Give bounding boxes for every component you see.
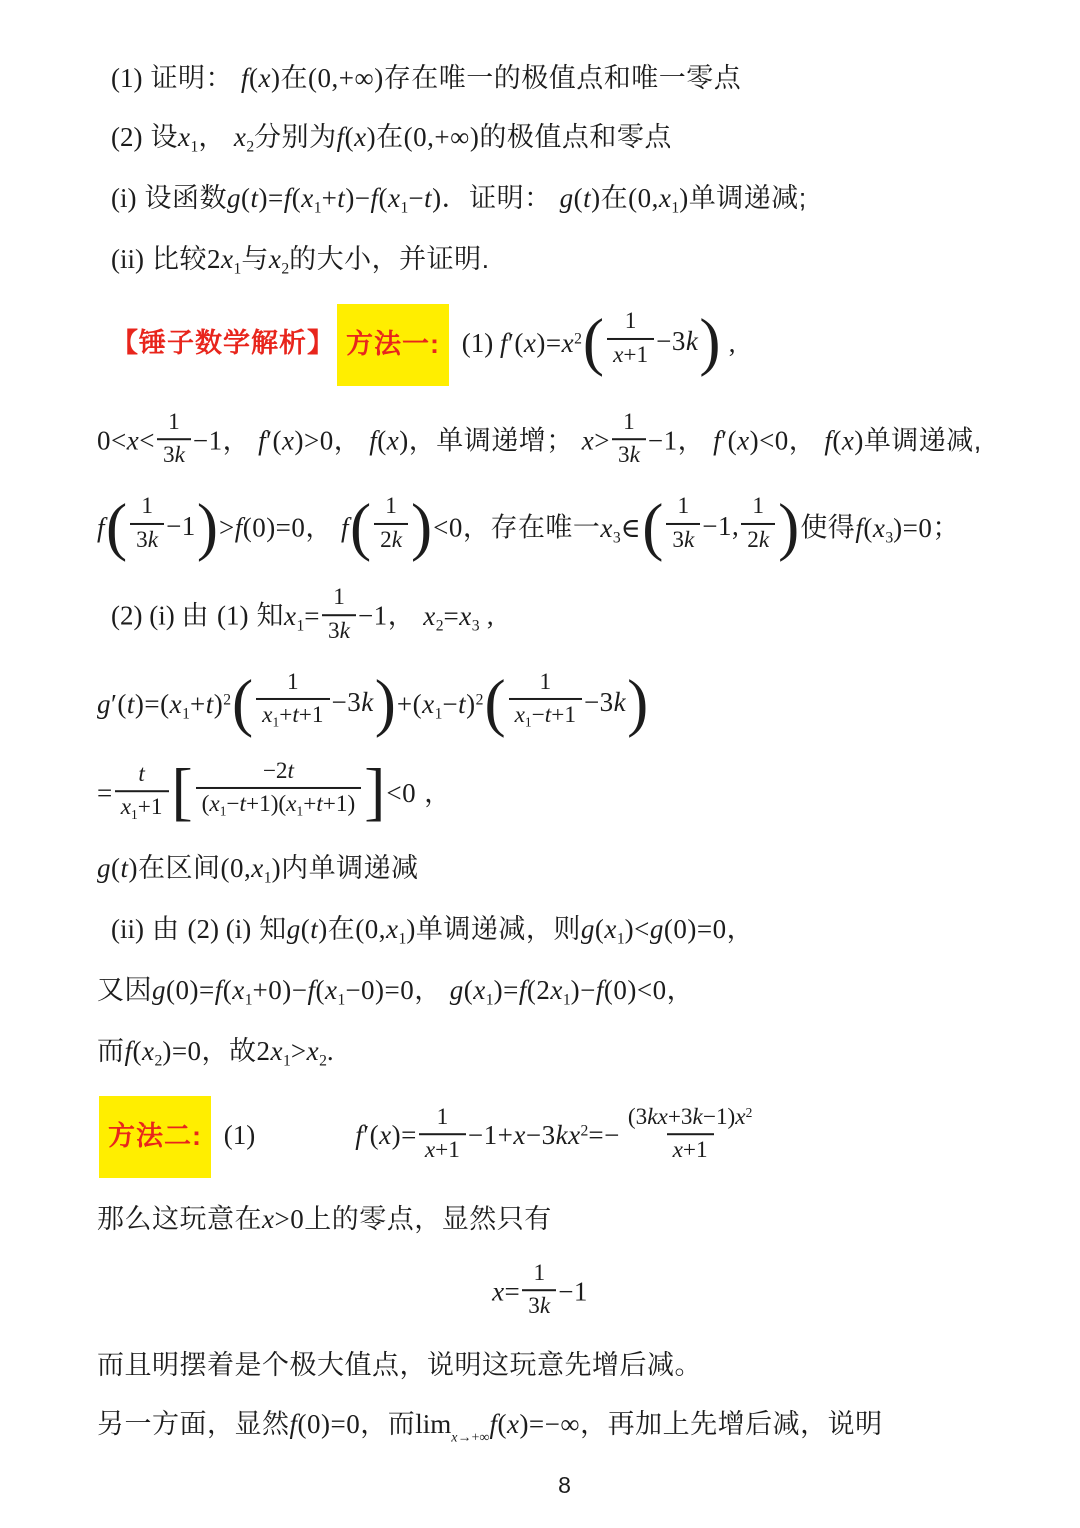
numerator: 1	[168, 408, 180, 435]
text-run: ，单调递增；	[408, 425, 582, 456]
group-content	[254, 668, 374, 735]
math-run: f(0)=0	[289, 1409, 361, 1440]
numerator: 1	[436, 1103, 449, 1130]
text-run: ，	[387, 600, 424, 631]
text-run: ，	[788, 425, 825, 456]
math-run: $x_2$	[268, 243, 290, 278]
text-run: 在	[327, 913, 356, 944]
text-run: 而	[97, 1036, 125, 1067]
math-run: x=	[492, 1276, 521, 1307]
math-run: $f(x_2)=0$	[124, 1036, 202, 1070]
math-run: f(x)	[824, 425, 864, 456]
text-run: ，	[198, 121, 234, 152]
numerator: $(3kx+3k-1)x^2$	[627, 1103, 753, 1130]
text-run: 又因	[97, 974, 152, 1005]
math-run: $f'(x)=x^2$	[499, 327, 582, 358]
math-run: .	[326, 1036, 335, 1067]
numerator: 1	[623, 408, 635, 435]
math-run: $x_1=$	[283, 600, 321, 635]
math-run: f′(x)>0	[258, 425, 334, 456]
upright-label: (ii)	[111, 913, 144, 944]
upright-label: (2) (i)	[111, 600, 182, 631]
numerator: 1	[333, 584, 345, 611]
math-run: g(t)	[559, 182, 601, 213]
document-body	[97, 62, 1032, 1447]
method1-unique-zero	[97, 489, 1032, 563]
denominator: 2k	[741, 523, 775, 555]
method1-2i-setup	[97, 586, 1032, 649]
upright-label: (1)	[111, 63, 143, 93]
text-run: ；	[932, 512, 960, 543]
math-run: $(0,x_1)$	[628, 182, 689, 217]
paren-group: ( $\frac{1}{x_1+t+1}$ −3k )	[232, 665, 396, 739]
text-run: 由	[181, 600, 217, 631]
text-run: 那么这玩意在	[97, 1203, 262, 1234]
solution-method1-header	[97, 304, 1032, 386]
text-run: 与	[241, 243, 269, 274]
numerator: t	[138, 761, 145, 788]
text-run: 在	[376, 121, 404, 152]
method2-critical-point	[97, 1259, 1032, 1325]
denominator: $x_1+1$	[115, 791, 169, 825]
math-run: $x_2=x_3$	[423, 600, 480, 635]
text-run: 另一方面，显然	[97, 1409, 290, 1440]
math-run: $g(x_1)=f(2x_1)-f(0)<0$	[449, 974, 667, 1009]
text-run: ，而	[360, 1409, 416, 1440]
text-run: ，再加上先增后减，说明	[580, 1409, 883, 1440]
text-run: 单调递减,	[863, 425, 982, 456]
group-content	[605, 310, 698, 373]
math-run: −3k	[656, 325, 699, 356]
text-run: 的极值点和零点	[479, 121, 672, 152]
numerator: 1	[677, 493, 690, 520]
math-run: $x_1$	[178, 121, 199, 156]
denominator: x+1	[607, 338, 654, 370]
method1-2ii	[97, 913, 1032, 949]
math-run: $x_3\in$	[600, 512, 642, 547]
fraction	[622, 1103, 758, 1166]
text-run: 知	[251, 913, 287, 944]
fraction	[374, 492, 408, 555]
problem-part1	[97, 62, 1032, 96]
group-content	[372, 495, 410, 558]
fraction	[157, 408, 191, 471]
denominator: 3k	[612, 438, 646, 470]
numerator: 1	[385, 493, 397, 520]
math-run: f	[340, 512, 349, 543]
text-run: ，	[726, 913, 755, 944]
text-run: 证明：	[142, 63, 241, 93]
text-run: 设	[142, 121, 178, 152]
math-run: −1	[647, 425, 678, 456]
denominator: x+1	[667, 1133, 714, 1165]
upright-label: (2) (i)	[187, 913, 252, 944]
page-number: 8	[558, 1472, 571, 1499]
g-decreasing-conclusion	[97, 852, 1032, 888]
denominator: $x_1-t+1$	[509, 698, 582, 732]
numerator: 1	[287, 668, 299, 695]
method-label-highlight: 方法一:	[337, 304, 449, 386]
problem-part2-i	[97, 182, 1032, 218]
math-run: g(t)	[97, 852, 139, 883]
denominator: $x_1+t+1$	[256, 698, 329, 732]
math-run: >f(0)=0	[218, 512, 306, 543]
text-run: 设函数	[136, 182, 227, 213]
math-run: x>	[581, 425, 610, 456]
math-run: f(x)	[369, 425, 409, 456]
math-run: −3k	[583, 686, 627, 717]
numerator: 1	[752, 493, 765, 520]
text-run: ，	[414, 974, 450, 1005]
upright-label: (1)	[217, 1120, 256, 1151]
gprime-simplified	[97, 754, 1032, 828]
gprime-expansion	[97, 665, 1032, 739]
math-run: ,	[479, 600, 495, 631]
paren-group: ( $\frac{1}{x_1-t+1}$ −3k )	[484, 665, 649, 739]
math-run: −1	[558, 1276, 588, 1307]
numerator: 1	[624, 308, 637, 335]
fraction	[130, 492, 164, 555]
fraction	[115, 760, 169, 824]
group-content	[664, 495, 777, 558]
text-run: 比较	[144, 243, 208, 274]
upright-label: (1)	[455, 327, 500, 358]
math-run: −3k	[331, 686, 374, 717]
denominator: x+1	[419, 1133, 466, 1165]
math-run: $g(0)=f(x_1+0)-f(x_1-0)=0$	[152, 974, 415, 1009]
text-run: 使得	[800, 512, 856, 543]
upright-label: lim	[415, 1409, 452, 1440]
math-run: $-1+x-3kx^2=-$	[467, 1120, 620, 1151]
text-run: 知	[248, 600, 284, 631]
text-run: 在区间	[138, 852, 221, 883]
text-run: ．证明：	[441, 182, 560, 213]
denominator: 3k	[130, 523, 164, 555]
denominator: 2k	[374, 523, 408, 555]
text-run: 单调递减;	[688, 182, 807, 213]
paren-group: ( $\frac{1}{3k}$ −1, $\frac{1}{2k}$ )	[642, 489, 800, 563]
fraction	[256, 668, 329, 732]
fraction	[522, 1259, 556, 1322]
method1-2ii-conclusion	[97, 1035, 1032, 1071]
math-run: <0	[386, 778, 417, 809]
math-run: −1	[166, 510, 196, 541]
paren-group: ( $\frac{1}{2k}$ )	[349, 489, 433, 563]
fraction	[607, 307, 654, 370]
numerator: 1	[533, 1259, 546, 1286]
math-run: $g'(t)=(x_1+t)^2$	[97, 689, 232, 723]
text-run: 在	[280, 63, 308, 93]
method2-zero-remark	[97, 1203, 1032, 1237]
math-run: $+(x_1-t)^2$	[396, 689, 484, 723]
math-run: f	[97, 512, 106, 543]
text-run: ，	[305, 512, 341, 543]
math-run: (0,+∞)	[308, 63, 384, 93]
method-label-highlight: 方法二:	[99, 1096, 211, 1178]
limit-subscript: x→+∞	[451, 1429, 490, 1446]
math-run: x>0	[262, 1203, 305, 1234]
denominator: 3k	[666, 523, 700, 555]
text-run: 而且明摆着是个极大值点，说明这玩意先增后减。	[97, 1350, 702, 1381]
math-run: $(0,x_1)$	[220, 852, 282, 887]
text-run: ，	[416, 778, 452, 809]
text-run: 上的零点，显然只有	[304, 1203, 552, 1234]
math-run: $g(t)=f(x_1+t)-f(x_1-t)$	[227, 182, 442, 217]
math-run: $x_2$	[233, 121, 255, 156]
text-run: ，	[677, 425, 714, 456]
fraction	[419, 1103, 466, 1166]
fraction	[322, 583, 356, 646]
math-run: 0<x<	[97, 425, 155, 456]
math-run: f(x)	[336, 121, 377, 152]
text-run: ，存在唯一	[462, 512, 601, 543]
math-run: g(t)	[286, 913, 328, 944]
text-run: ，	[333, 425, 370, 456]
upright-label: (1)	[216, 600, 249, 631]
text-run: 的大小，并证明.	[289, 243, 490, 274]
problem-part2	[97, 121, 1032, 157]
math-run: ,	[721, 327, 736, 358]
fraction	[196, 757, 362, 821]
fraction	[509, 668, 582, 732]
numerator: −2t	[262, 757, 294, 784]
paren-group: ( $\frac{1}{x+1}$ −3k )	[582, 304, 721, 378]
fraction	[666, 492, 700, 555]
math-run: $g(x_1)<g(0)=0$	[580, 913, 727, 948]
math-run: −1,	[702, 510, 740, 541]
math-run: $2x_1$	[207, 243, 242, 278]
math-run: f(x)=−∞	[489, 1409, 581, 1440]
fraction	[741, 492, 775, 555]
upright-label: (2)	[111, 121, 143, 152]
brand-label: 【锤子数学解析】	[111, 327, 335, 358]
math-run: $f(x_3)=0$	[855, 512, 933, 547]
math-run: f′(x)<0	[713, 425, 789, 456]
group-content	[128, 495, 196, 558]
denominator: 3k	[157, 438, 191, 470]
method2-max-remark	[97, 1349, 1032, 1383]
text-run: 由	[144, 913, 188, 944]
upright-label: (i)	[111, 182, 137, 213]
method1-monotonicity	[97, 408, 1032, 474]
group-content	[194, 757, 364, 824]
text-run: ，	[222, 425, 259, 456]
denominator: $(x_1-t+1)(x_1+t+1)$	[196, 787, 362, 821]
method2-limit-remark	[97, 1408, 1032, 1447]
problem-part2-ii	[97, 243, 1032, 279]
text-run: ，故	[201, 1036, 257, 1067]
text-run: 在	[600, 182, 629, 213]
denominator: 3k	[522, 1289, 556, 1321]
upright-label: (ii)	[111, 243, 144, 274]
math-run: $(0,x_1)$	[355, 913, 416, 948]
denominator: 3k	[322, 614, 356, 646]
math-run: −1	[192, 425, 223, 456]
math-run: f′(x)=	[355, 1120, 417, 1151]
math-run: $2x_1>x_2$	[256, 1036, 327, 1070]
math-run: <0	[433, 512, 463, 543]
fraction	[612, 408, 646, 471]
math-run: =	[97, 778, 113, 809]
text-run: 单调递减，则	[415, 913, 581, 944]
method2-header	[97, 1096, 1032, 1178]
numerator: 1	[539, 668, 552, 695]
text-run: 内单调递减	[281, 852, 419, 883]
method1-2ii-evaluate	[97, 974, 1032, 1010]
group-content	[507, 668, 627, 735]
bracket-group: [ $\frac{-2t}{(x_1-t+1)(x_1+t+1)}$ ]	[171, 754, 386, 828]
text-run: ，	[666, 974, 695, 1005]
text-run: 分别为	[254, 121, 337, 152]
paren-group: ( $\frac{1}{3k}$ −1 )	[106, 489, 218, 563]
math-run: −1	[357, 600, 388, 631]
math-run: (0,+∞)	[403, 121, 480, 152]
numerator: 1	[141, 493, 153, 520]
text-run: 存在唯一的极值点和唯一零点	[383, 63, 742, 93]
math-run: f(x)	[241, 63, 281, 93]
